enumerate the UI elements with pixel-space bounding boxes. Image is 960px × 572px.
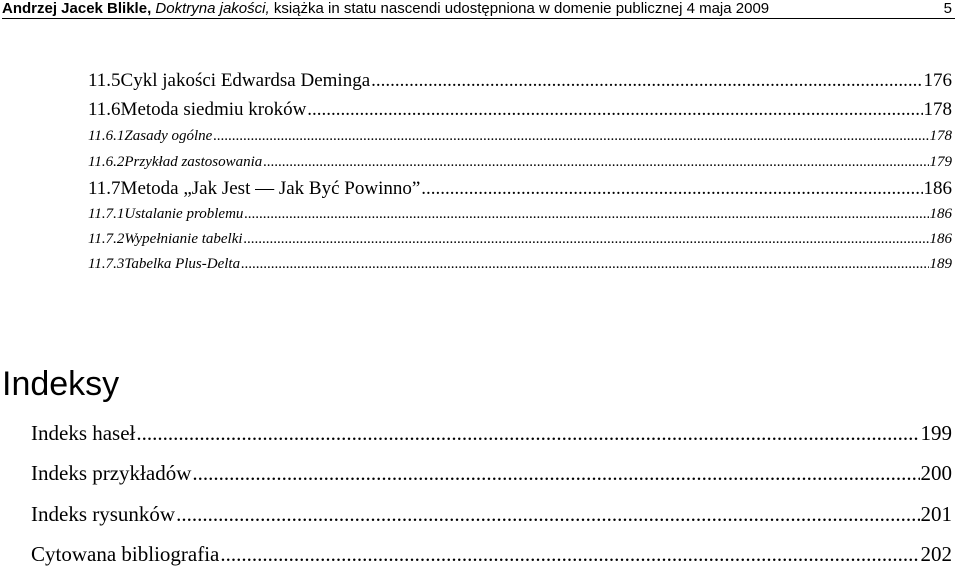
section-heading: Indeksy	[2, 365, 120, 403]
toc-dot-leader	[371, 70, 922, 92]
toc-entry[interactable]	[88, 256, 952, 273]
toc-dot-leader	[244, 206, 928, 223]
index-entry-page: 200	[920, 461, 952, 485]
toc-entry[interactable]	[88, 206, 952, 223]
index-entry[interactable]	[31, 542, 952, 567]
index-entry-page: 201	[920, 502, 952, 526]
index-entry-label: Cytowana bibliografia	[31, 542, 220, 566]
toc-entry-label: 11.7.3Tabelka Plus-Delta	[88, 256, 241, 272]
toc-entry-label: 11.6Metoda siedmiu kroków	[88, 99, 307, 120]
toc-entry-label: 11.7.2Wypełnianie tabelki	[88, 231, 243, 247]
header-page-number: 5	[943, 0, 952, 17]
toc-dot-leader	[244, 231, 929, 248]
toc-entry[interactable]	[88, 154, 952, 171]
index-entry[interactable]	[31, 461, 952, 486]
toc-entry[interactable]	[88, 99, 952, 121]
toc-entry-page: 179	[929, 154, 952, 170]
index-entry[interactable]	[31, 502, 952, 527]
toc-entry[interactable]	[88, 70, 952, 92]
index-entry-page: 199	[920, 421, 952, 445]
toc-entry-page: 189	[929, 256, 952, 272]
toc-entry-page: 178	[923, 99, 952, 120]
index-dot-leader	[136, 421, 919, 446]
header-description: książka in statu nascendi udostępniona w domenie publicznej 4 maja 2009	[273, 0, 770, 17]
index-dot-leader	[192, 461, 919, 486]
index-entry-page: 202	[920, 542, 952, 566]
toc-dot-leader	[263, 154, 928, 171]
header-book-title: Doktryna jakości,	[155, 0, 270, 17]
toc-dot-leader	[213, 128, 928, 145]
toc-entry-label: 11.5Cykl jakości Edwardsa Deminga	[88, 70, 371, 91]
toc-entry[interactable]	[88, 178, 952, 200]
index-dot-leader	[176, 502, 919, 527]
toc-entry-page: 176	[923, 70, 952, 91]
index-entry-label: Indeks przykładów	[31, 461, 192, 485]
toc-dot-leader	[421, 178, 922, 200]
toc-entry-page: 186	[923, 178, 952, 199]
index-entry-label: Indeks haseł	[31, 421, 136, 445]
toc-dot-leader	[241, 256, 928, 273]
header-author: Andrzej Jacek Blikle,	[2, 0, 152, 17]
toc-entry-label: 11.6.2Przykład zastosowania	[88, 154, 263, 170]
index-entry[interactable]	[31, 421, 952, 446]
running-header	[2, 0, 955, 19]
toc-entry-label: 11.6.1Zasady ogólne	[88, 128, 213, 144]
toc-entry-page: 178	[929, 128, 952, 144]
toc-entry[interactable]	[88, 231, 952, 248]
toc-entry-label: 11.7.1Ustalanie problemu	[88, 206, 244, 222]
index-dot-leader	[220, 542, 919, 567]
toc-entry-label: 11.7Metoda „Jak Jest — Jak Być Powinno”	[88, 178, 421, 199]
index-entry-label: Indeks rysunków	[31, 502, 176, 526]
toc-entry-page: 186	[929, 206, 952, 222]
toc-entry-page: 186	[929, 231, 952, 247]
toc-entry[interactable]	[88, 128, 952, 145]
toc-dot-leader	[307, 99, 922, 121]
